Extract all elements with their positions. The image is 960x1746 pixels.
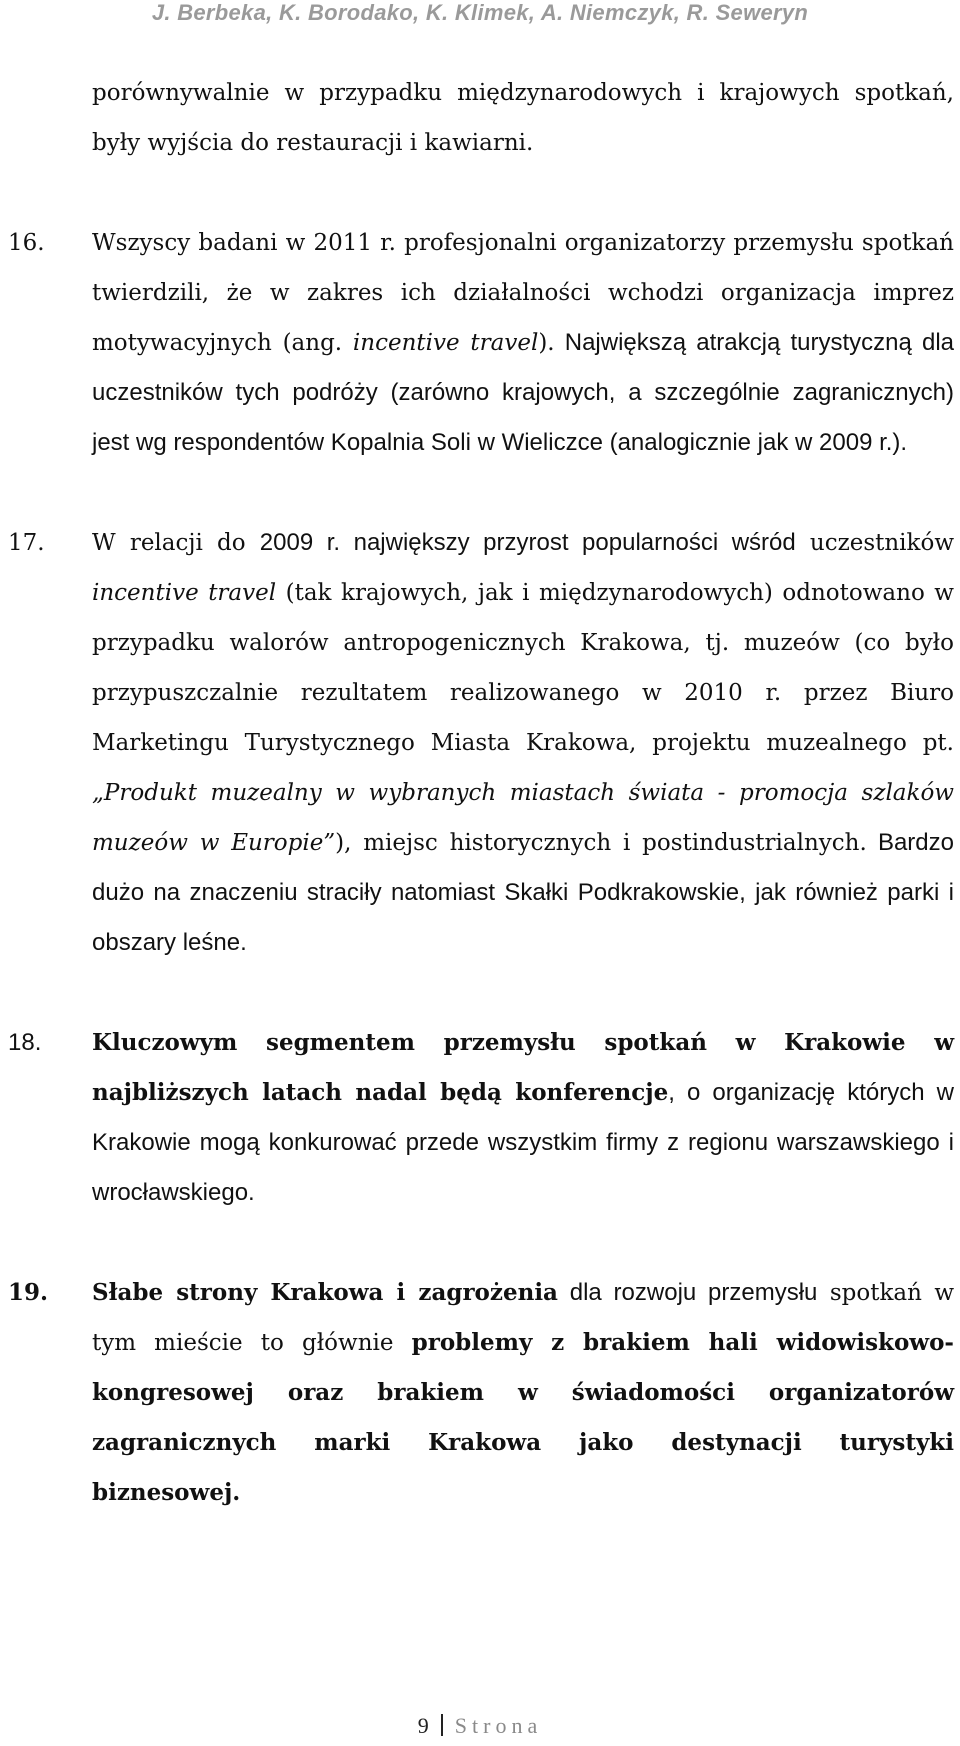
paragraph-text: Słabe strony Krakowa i zagrożenia dla rozwoju przemysłu spotkań w tym mieście to głównie problemy z brakiem hali widowiskowo-kongresowej oraz brakiem w świadomości organizatorów zagranicznych marki Krakowa jako destynacji turystyki biznesowej. — [92, 1279, 955, 1506]
document-body — [0, 68, 960, 1518]
paragraph-text: W relacji do 2009 r. największy przyrost popularności wśród uczestników incentive travel (tak krajowych, jak i międzynarodowych) odnotowano w przypadku walorów antropogenicznych Krakowa, tj. muzeów (co było przypuszczalnie rezultatem realizowanego w 2010 r. przez Biuro Marketingu Turystycznego Miasta Krakowa, projektu muzealnego pt. „Produkt muzealny w wybranych miastach świata - promocja szlaków muzeów w Europie”), miejsc historycznych i postindustrialnych. Bardzo dużo na znaczeniu straciły natomiast Skałki Podkrakowskie, jak również parki i obszary leśne. — [92, 529, 955, 956]
sans-segment: dla rozwoju przemysłu — [557, 1279, 818, 1306]
italic-term: incentive travel — [92, 580, 277, 606]
page-number: 9 — [417, 1713, 429, 1738]
paragraph-text: Wszyscy badani w 2011 r. profesjonalni organizatorzy przemysłu spotkań twierdzili, że w zakres ich działalności wchodzi organizacja imprez motywacyjnych (ang. incentive travel). Największą atrakcją turystyczną dla uczestników tych podróży (zarówno krajowych, a szczególnie zagranicznych) jest wg respondentów Kopalnia Soli w Wieliczce (analogicznie jak w 2009 r.). — [92, 230, 954, 456]
running-header: J. Berbeka, K. Borodako, K. Klimek, A. Niemczyk, R. Seweryn — [151, 0, 809, 25]
page-label: Strona — [454, 1713, 543, 1738]
paragraph-text — [92, 1018, 954, 1218]
sans-segment: Największą atrakcją turystyczną dla uczestników tych podróży (zarówno krajowych, a szczególnie zagranicznych) jest wg respondentów Kopalnia Soli w Wieliczce (analogicznie jak w 2009 r.). — [92, 329, 954, 456]
item-number: 19. — [8, 1279, 49, 1306]
spacer — [0, 468, 960, 518]
bold-statement: problemy z brakiem hali widowiskowo-kongresowej oraz brakiem w świadomości organizatorów zagranicznych marki Krakowa jako destynacji turystyki biznesowej. — [92, 1329, 954, 1506]
spacer — [0, 1218, 960, 1268]
list-item-17 — [0, 518, 960, 968]
sans-segment: Bardzo dużo na znaczeniu straciły natomiast Skałki Podkrakowskie, jak również parki i obszary leśne. — [92, 829, 954, 956]
sans-segment: 2009 r. największy przyrost popularności wśród — [259, 529, 796, 556]
italic-term: incentive travel — [352, 330, 539, 356]
spacer — [0, 168, 960, 218]
sans-segment: , o organizację których w Krakowie mogą konkurować przede wszystkim firmy z regionu warszawskiego i wrocławskiego. — [92, 1079, 954, 1206]
item-number: 16. — [8, 230, 45, 256]
continuation-paragraph — [0, 68, 960, 168]
list-item-19 — [0, 1268, 960, 1518]
spacer — [0, 968, 960, 1018]
page-footer — [0, 1712, 960, 1740]
italic-title: „Produkt muzealny w wybranych miastach świata - promocja szlaków muzeów w Europie” — [92, 780, 954, 856]
paragraph-text: porównywalnie w przypadku międzynarodowych i krajowych spotkań, były wyjścia do restauracji i kawiarni. — [92, 80, 954, 156]
item-number: 18. — [8, 1029, 42, 1056]
list-item-16 — [0, 218, 960, 468]
list-item-18 — [0, 1018, 960, 1218]
bold-statement: Kluczowym segmentem przemysłu spotkań w Krakowie w najbliższych latach nadal będą konferencje — [92, 1029, 954, 1106]
footer-separator — [441, 1714, 443, 1736]
item-number: 17. — [8, 530, 45, 556]
bold-statement: Słabe strony Krakowa i zagrożenia — [92, 1279, 558, 1306]
